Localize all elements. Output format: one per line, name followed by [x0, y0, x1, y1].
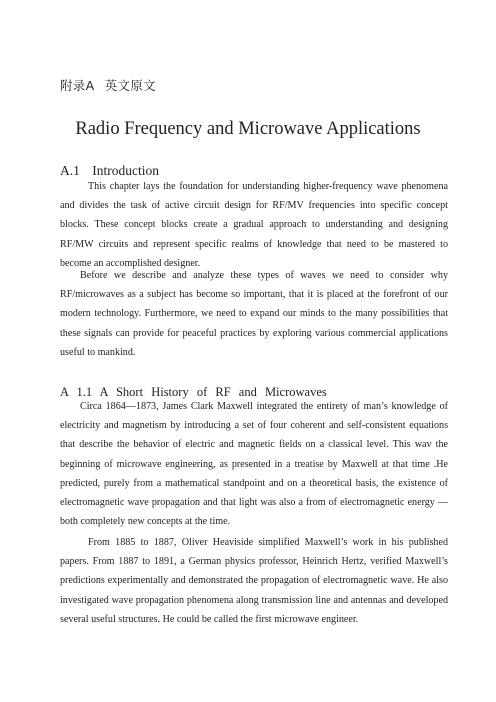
document-title: Radio Frequency and Microwave Applications [75, 119, 421, 139]
history-paragraph-1: Circa 1864—1873, James Clark Maxwell integrated the entirety of man’s knowledge of electricity and magnetism by introducing a set of four coherent and self-consistent equations that describe the behavior of electric and magnetic fields on a classical level. This wav the beginning of microwave engineering, as presented in a treatise by Maxwell at that time .He predicted, purely from a mathematical standpoint and on a theoretical basis, the existence of electromagnetic wave propagation and that light was also a from of electromagnetic energy — both completely new concepts at the time. [60, 401, 448, 528]
appendix-heading: 附录A 英文原文 [60, 78, 156, 93]
subsection-heading: A 1.1 A Short History of RF and Microwaves [60, 385, 327, 399]
history-paragraph-2: From 1885 to 1887, Oliver Heaviside simplified Maxwell’s work in his published papers. From 1887 to 1891, a German physics professor, Heinrich Hertz, verified Maxwell’s predictions experimentally and demonstrated the propagation of electromagnetic wave. He also investigated wave propagation phenomena along transmission line and antennas and developed several useful structures. He could be called the first microwave engineer. [60, 537, 448, 625]
section-heading: A.1 Introduction [60, 163, 159, 178]
intro-paragraph-1: This chapter lays the foundation for understanding higher-frequency wave phenomena and divides the task of active circuit design for RF/MV frequencies into specific concept blocks. These concept blocks create a gradual approach to understanding and designing RF/MW circuits and represent specific realms of knowledge that need to be mastered to become an accomplished designer. [60, 181, 448, 269]
intro-paragraph-2: Before we describe and analyze these types of waves we need to consider why RF/microwaves as a subject has become so important, that it is placed at the forefront of our modern technology. Furthermore, we need to expand our minds to the many possibilities that these signals can provide for peaceful practices by exploring various commercial applications useful to mankind. [60, 270, 448, 358]
